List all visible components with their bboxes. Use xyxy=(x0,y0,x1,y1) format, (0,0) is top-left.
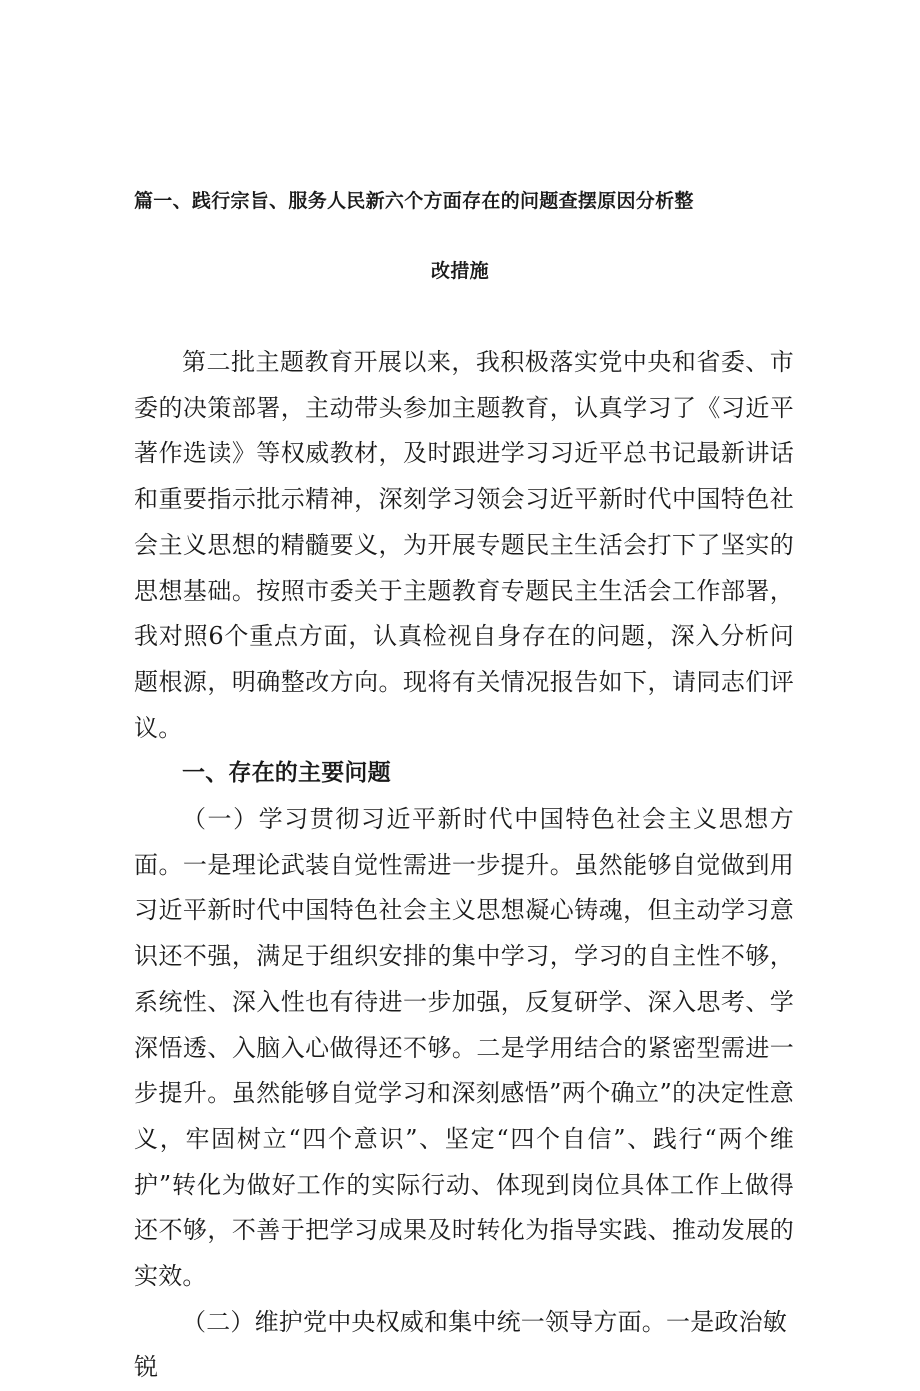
intro-paragraph: 第二批主题教育开展以来，我积极落实党中央和省委、市委的决策部署，主动带头参加主题教育，认真学习了《习近平著作选读》等权威教材，及时跟进学习习近平总书记最新讲话和重要指示批示精神，深刻学习领会习近平新时代中国特色社会主义思想的精髓要义，为开展专题民主生活会打下了坚实的思想基础。按照市委关于主题教育专题民主生活会工作部署，我对照6个重点方面，认真检视自身存在的问题，深入分析问题根源，明确整改方向。现将有关情况报告如下，请同志们评议。 xyxy=(134,348,794,742)
subsection-2-start: （二）维护党中央权威和集中统一领导方面。一是政治敏锐 xyxy=(134,1307,787,1382)
document-title-line-1: 篇一、践行宗旨、服务人民新六个方面存在的问题查摆原因分析整 xyxy=(134,190,694,212)
document-title-line-2: 改措施 xyxy=(431,260,489,282)
document-body xyxy=(134,340,794,1391)
subsection-1-paragraph: （一）学习贯彻习近平新时代中国特色社会主义思想方面。一是理论武装自觉性需进一步提升。虽然能够自觉做到用习近平新时代中国特色社会主义思想凝心铸魂，但主动学习意识还不强，满足于组织安排的集中学习，学习的自主性不够，系统性、深入性也有待进一步加强，反复研学、深入思考、学深悟透、入脑入心做得还不够。二是学用结合的紧密型需进一步提升。虽然能够自觉学习和深刻感悟”两个确立”的决定性意义，牢固树立“四个意识”、坚定“四个自信”、践行“两个维护”转化为做好工作的实际行动、体现到岗位具体工作上做得还不够，不善于把学习成果及时转化为指导实践、推动发展的实效。 xyxy=(134,805,794,1291)
section-heading-main-problems: 一、存在的主要问题 xyxy=(182,760,391,787)
